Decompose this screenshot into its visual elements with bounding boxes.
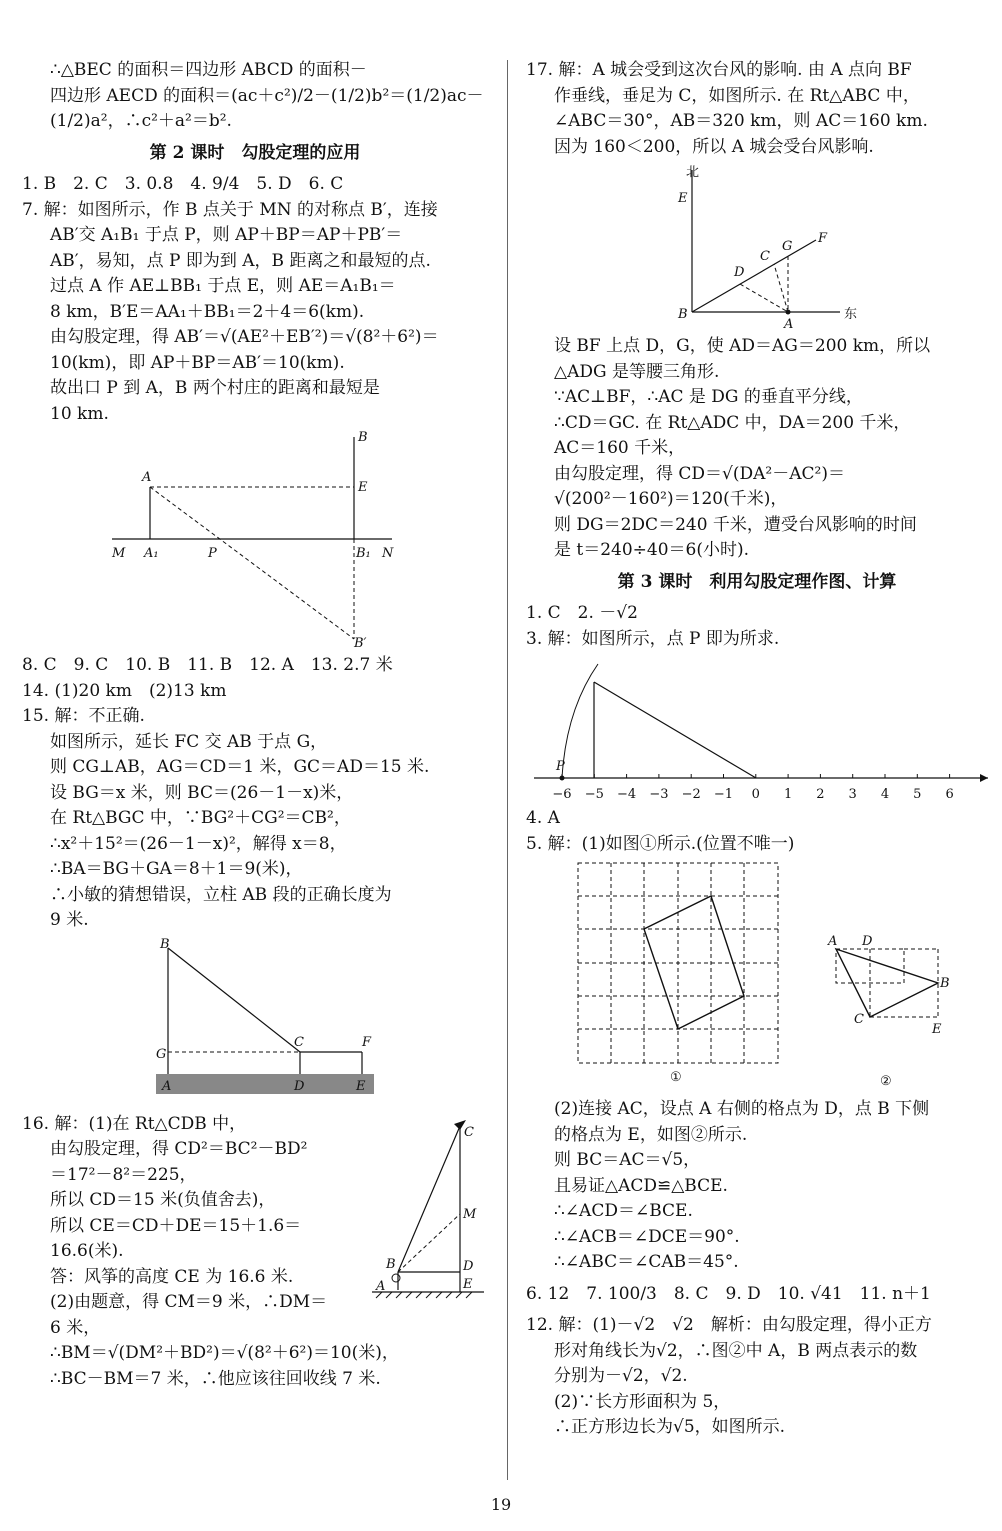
label-C: C xyxy=(760,249,770,264)
figure-q16 xyxy=(368,1114,488,1300)
figure-q5 xyxy=(526,859,988,1095)
tick-label: 6 xyxy=(945,787,954,802)
tick-label: −2 xyxy=(681,787,701,802)
label-B: B xyxy=(940,976,950,991)
text-line: AB′，易知，点 P 即为到 A，B 距离之和最短的点. xyxy=(50,250,431,271)
label-B-prime: B′ xyxy=(354,636,367,651)
left-column xyxy=(22,58,488,1392)
text-line: 所以 CE＝CD＋DE＝15＋1.6＝ xyxy=(50,1215,302,1236)
text-line: AB′交 A₁B₁ 于点 P，则 AP＋BP＝AP＋PB′＝ xyxy=(50,225,403,245)
text-line: △ADG 是等腰三角形. xyxy=(554,361,720,382)
label-A: A xyxy=(162,1078,172,1094)
text-line: 6 米， xyxy=(50,1317,101,1338)
intro-block xyxy=(22,58,488,135)
label-E: E xyxy=(678,191,688,206)
answer-14: 14. (1)20 km (2)13 km xyxy=(22,680,227,701)
label-north: 北 xyxy=(686,165,700,180)
label-E: E xyxy=(358,480,368,495)
label-G: G xyxy=(156,1046,167,1062)
text-line: ∴CD＝GC. 在 Rt△ADC 中，DA＝200 千米， xyxy=(554,412,911,433)
tick-label: 3 xyxy=(848,787,857,802)
text-line: ∴BM＝√(DM²＋BD²)＝√(8²＋6²)＝10(米)， xyxy=(50,1343,399,1363)
page-number: 19 xyxy=(490,1495,512,1514)
text-line: 17. 解：A 城会受到这次台风的影响. 由 A 点向 BF xyxy=(526,60,912,80)
label-D: D xyxy=(463,1258,474,1274)
tick-label: 5 xyxy=(913,787,922,802)
tick-label: −1 xyxy=(713,787,734,802)
label-C: C xyxy=(464,1124,474,1140)
text-line: 12. 解：(1)－√2 √2 解析：由勾股定理，得小正方 xyxy=(526,1315,932,1335)
label-B: B xyxy=(678,307,688,322)
text-line: 9 米. xyxy=(50,910,89,930)
label-E: E xyxy=(463,1276,473,1292)
question-7 xyxy=(22,198,488,428)
text-line: 由勾股定理，得 CD²＝BC²－BD² xyxy=(50,1139,308,1159)
text-line: 由勾股定理，得 AB′＝√(AE²＋EB′²)＝√(8²＋6²)＝ xyxy=(50,327,439,347)
tick-label: 4 xyxy=(880,787,890,802)
text-line: 如图所示，延长 FC 交 AB 于点 G， xyxy=(50,731,328,752)
text-line: 设 BG＝x 米，则 BC＝(26－1－x)米， xyxy=(50,782,354,803)
label-D: D xyxy=(294,1078,305,1094)
figure-q3 xyxy=(526,654,988,804)
text-line: ∴正方形边长为√5，如图所示. xyxy=(554,1417,786,1437)
figure-q7 xyxy=(22,429,488,651)
text-line: 则 CG⊥AB，AG＝CD＝1 米，GC＝AD＝15 米. xyxy=(50,757,430,777)
label-A: A xyxy=(376,1278,386,1294)
text-line: 作垂线，垂足为 C，如图所示. 在 Rt△ABC 中， xyxy=(554,85,920,106)
text-line: ∴x²＋15²＝(26－1－x)²，解得 x＝8， xyxy=(50,833,347,854)
label-N: N xyxy=(382,546,394,561)
label-D: D xyxy=(862,934,873,949)
label-C: C xyxy=(854,1012,864,1027)
answer-4: 4. A xyxy=(526,808,560,828)
text-line: ∴∠ACB＝∠DCE＝90°. xyxy=(554,1226,740,1247)
label-B: B xyxy=(160,936,170,952)
text-line: 是 t＝240÷40＝6(小时). xyxy=(554,540,750,560)
question-17 xyxy=(526,58,988,160)
text-line: ＝17²－8²＝225， xyxy=(50,1164,197,1185)
text-line: 故出口 P 到 A，B 两个村庄的距离和最短是 xyxy=(50,378,380,398)
text-line: 7. 解：如图所示，作 B 点关于 MN 的对称点 B′，连接 xyxy=(22,199,438,220)
text-line: 16.6(米). xyxy=(50,1241,124,1261)
figure-q17 xyxy=(526,162,988,332)
text-line: (2)由题意，得 CM＝9 米，∴DM＝ xyxy=(50,1292,328,1312)
label-P: P xyxy=(208,546,217,561)
tick-label: −5 xyxy=(584,787,604,802)
answers-8-13: 8. C 9. C 10. B 11. B 12. A 13. 2.7 米 xyxy=(22,655,393,675)
label-fig2: ② xyxy=(880,1074,892,1089)
text-line: 且易证△ACD≌△BCE. xyxy=(554,1175,728,1196)
question-12 xyxy=(526,1313,988,1441)
text-line: 因为 160＜200，所以 A 城会受台风影响. xyxy=(554,136,874,157)
text-line: 答：风筝的高度 CE 为 16.6 米. xyxy=(50,1266,294,1287)
label-A: A xyxy=(142,470,152,485)
text-line: √(200²－160²)＝120(千米)， xyxy=(554,489,788,509)
label-A1: A₁ xyxy=(144,546,159,561)
lesson-2-title: 第 2 课时 勾股定理的应用 xyxy=(149,142,361,163)
label-B: B xyxy=(386,1256,396,1272)
text-line: ∵AC⊥BF，∴AC 是 DG 的垂直平分线， xyxy=(554,387,863,407)
label-M: M xyxy=(463,1206,477,1222)
label-F: F xyxy=(362,1034,372,1050)
question-5: 5. 解：(1)如图①所示.(位置不唯一) xyxy=(526,833,795,854)
question-5-part-2 xyxy=(526,1097,988,1276)
label-fig1: ① xyxy=(670,1070,682,1085)
text-line: ∴∠ACD＝∠BCE. xyxy=(554,1201,693,1221)
label-A: A xyxy=(784,317,794,332)
tick-label: 1 xyxy=(783,787,793,802)
tick-label: −4 xyxy=(617,787,637,802)
label-east: 东 xyxy=(844,307,858,322)
text-line: (2)连接 AC，设点 A 右侧的格点为 D，点 B 下侧 xyxy=(554,1099,930,1119)
text-line: (2)∵长方形面积为 5， xyxy=(554,1391,731,1412)
text-line: ∴BA＝BG＋GA＝8＋1＝9(米)， xyxy=(50,859,303,879)
text-line: (1/2)a²，∴c²＋a²＝b². xyxy=(50,111,232,131)
label-G: G xyxy=(782,239,793,254)
label-D: D xyxy=(734,265,745,280)
question-3: 3. 解：如图所示，点 P 即为所求. xyxy=(526,628,780,649)
label-B1: B₁ xyxy=(356,546,371,561)
question-16 xyxy=(22,1112,488,1393)
question-17-continued xyxy=(526,334,988,564)
text-line: AC＝160 千米， xyxy=(554,438,686,458)
text-line: 16. 解：(1)在 Rt△CDB 中， xyxy=(22,1113,247,1134)
text-line: 形对角线长为√2，∴图②中 A，B 两点表示的数 xyxy=(554,1340,918,1361)
answers-1-6: 1. B 2. C 3. 0.8 4. 9/4 5. D 6. C xyxy=(22,174,344,194)
text-line: 由勾股定理，得 CD＝√(DA²－AC²)＝ xyxy=(554,463,845,484)
text-line: ∴△BEC 的面积＝四边形 ABCD 的面积－ xyxy=(50,60,367,80)
question-15 xyxy=(22,704,488,934)
column-divider xyxy=(507,60,508,1480)
lesson-3-title: 第 3 课时 利用勾股定理作图、计算 xyxy=(617,571,897,592)
text-line: 过点 A 作 AE⊥BB₁ 于点 E，则 AE＝A₁B₁＝ xyxy=(50,276,396,296)
text-line: 10(km)，即 AP＋BP＝AB′＝10(km). xyxy=(50,352,345,373)
label-E: E xyxy=(356,1078,366,1094)
text-line: 15. 解：不正确. xyxy=(22,706,145,726)
text-line: ∴BC－BM＝7 米，∴他应该往回收线 7 米. xyxy=(50,1368,381,1389)
text-line: 设 BF 上点 D，G，使 AD＝AG＝200 km，所以 xyxy=(554,336,931,356)
text-line: 则 DG＝2DC＝240 千米，遭受台风影响的时间 xyxy=(554,514,917,535)
answers-6-11: 6. 12 7. 100/3 8. C 9. D 10. √41 11. n＋1 xyxy=(526,1283,931,1304)
right-column xyxy=(526,58,988,1441)
text-line: 8 km，B′E＝AA₁＋BB₁＝2＋4＝6(km). xyxy=(50,301,365,322)
text-line: 10 km. xyxy=(50,403,109,424)
label-M: M xyxy=(112,546,126,561)
text-line: 的格点为 E，如图②所示. xyxy=(554,1124,748,1145)
text-line: ∠ABC＝30°，AB＝320 km，则 AC＝160 km. xyxy=(554,111,928,131)
figure-q15 xyxy=(22,936,488,1110)
label-B: B xyxy=(358,430,368,445)
answers-1-2: 1. C 2. －√2 xyxy=(526,603,638,623)
label-A: A xyxy=(828,934,838,949)
tick-label: 2 xyxy=(816,787,825,802)
text-line: 在 Rt△BGC 中，∵BG²＋CG²＝CB²， xyxy=(50,808,351,828)
text-line: 则 BC＝AC＝√5， xyxy=(554,1150,701,1170)
tick-label: −6 xyxy=(552,787,572,802)
label-P: P xyxy=(556,759,565,774)
text-line: ∴∠ABC＝∠CAB＝45°. xyxy=(554,1252,739,1272)
text-line: 所以 CD＝15 米(负值舍去)， xyxy=(50,1190,276,1210)
text-line: 四边形 AECD 的面积＝(ac＋c²)/2－(1/2)b²＝(1/2)ac－ xyxy=(50,85,484,106)
text-line: ∴小敏的猜想错误，立柱 AB 段的正确长度为 xyxy=(50,884,392,905)
tick-label: −3 xyxy=(649,787,669,802)
label-C: C xyxy=(294,1034,304,1050)
label-E: E xyxy=(932,1022,942,1037)
tick-label: 0 xyxy=(751,787,760,802)
text-line: 分别为－√2，√2. xyxy=(554,1366,688,1386)
label-F: F xyxy=(818,231,828,246)
